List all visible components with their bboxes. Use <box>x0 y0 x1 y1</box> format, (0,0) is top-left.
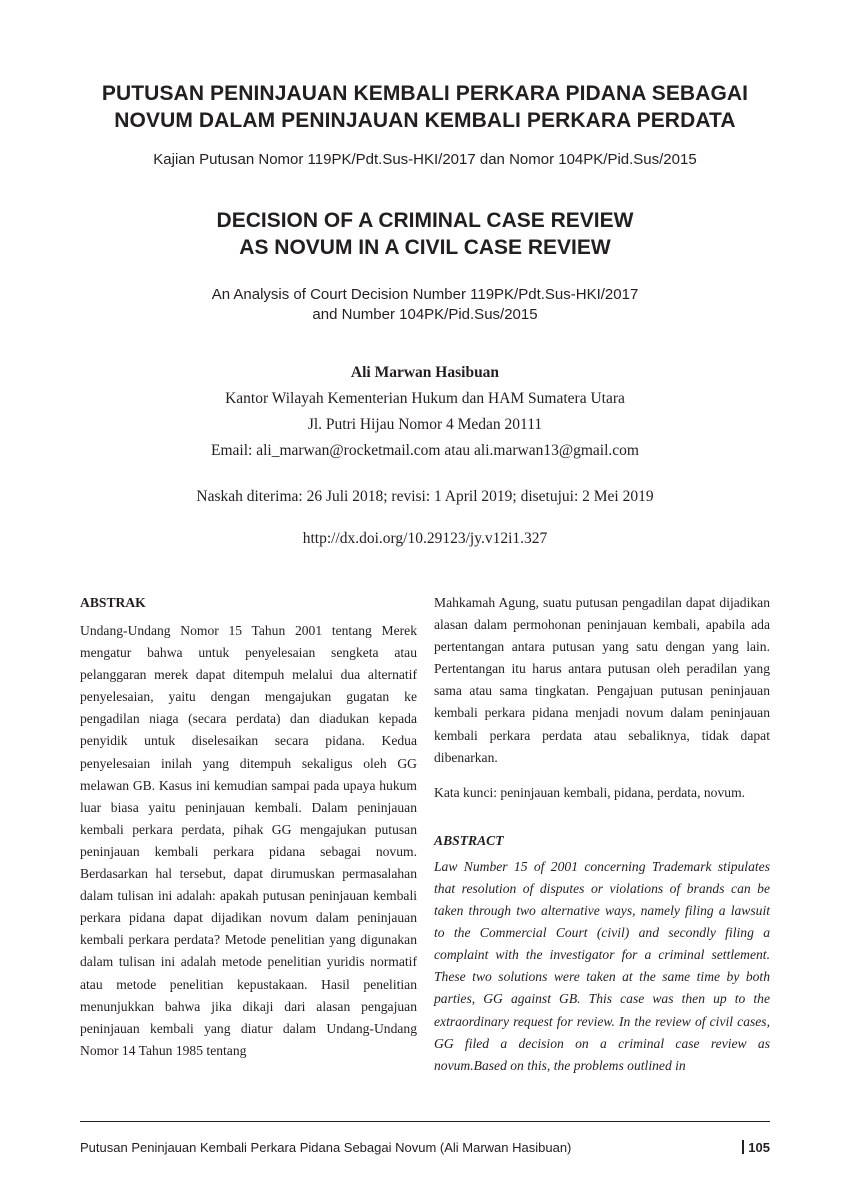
author-name: Ali Marwan Hasibuan <box>350 364 500 381</box>
paper-title-indonesian <box>60 80 790 134</box>
title-en-line-1: DECISION OF A CRIMINAL CASE REVIEW <box>216 209 634 232</box>
doi-link[interactable]: http://dx.doi.org/10.29123/jy.v12i1.327 <box>302 530 548 547</box>
title-id-line-2: NOVUM DALAM PENINJAUAN KEMBALI PERKARA PERDATA <box>114 109 736 132</box>
page-number: 105 <box>748 1140 770 1155</box>
paper-subtitle-indonesian: Kajian Putusan Nomor 119PK/Pdt.Sus-HKI/2017 dan Nomor 104PK/Pid.Sus/2015 <box>153 151 697 168</box>
author-email: Email: ali_marwan@rocketmail.com atau ali.marwan13@gmail.com <box>211 442 639 459</box>
keywords: Kata kunci: peninjauan kembali, pidana, perdata, novum. <box>434 784 746 800</box>
author-affiliation: Kantor Wilayah Kementerian Hukum dan HAM Sumatera Utara <box>225 390 625 407</box>
footer-page-number <box>742 1139 770 1157</box>
abstrak-text-left: Undang-Undang Nomor 15 Tahun 2001 tentang Merek mengatur bahwa untuk penyelesaian sengketa atau pelanggaran merek dapat ditempuh melalui dua alternatif penyelesaian, yaitu dengan mengajukan gugatan ke pengadilan niaga (secara perdata) dan diadukan kepada penyidik untuk diselesaikan secara pidana. Kedua penyelesaian inilah yang ditempuh sekaligus oleh GG melawan GB. Kasus ini kemudian sampai pada upaya hukum luar biasa yaitu peninjauan kembali. Dalam peninjauan kembali perkara perdata, pihak GG mengajukan putusan peninjauan kembali perkara pidana sebagai novum. Berdasarkan hal tersebut, dapat dirumuskan permasalahan dalam tulisan ini adalah: apakah putusan peninjauan kembali perkara pidana dapat dijadikan novum dalam peninjauan kembali perkara perdata? Metode penelitian yang digunakan dalam tulisan ini adalah metode penelitian yuridis normatif atau metode penelitian kepustakaan. Hasil penelitian menunjukkan bahwa jika dikaji dari alasan pengajuan peninjauan kembali yang diatur dalam Undang-Undang Nomor 14 Tahun 1985 tentang <box>80 623 417 1058</box>
subtitle-en-line-2: and Number 104PK/Pid.Sus/2015 <box>312 306 538 323</box>
footer-running-title: Putusan Peninjauan Kembali Perkara Pidana Sebagai Novum (Ali Marwan Hasibuan) <box>80 1140 572 1155</box>
title-en-line-2: AS NOVUM IN A CIVIL CASE REVIEW <box>239 236 611 259</box>
paper-title-english <box>60 207 790 261</box>
footer-divider <box>80 1121 770 1122</box>
submission-dates: Naskah diterima: 26 Juli 2018; revisi: 1 April 2019; disetujui: 2 Mei 2019 <box>196 488 654 505</box>
left-column <box>80 594 417 1062</box>
title-id-line-1: PUTUSAN PENINJAUAN KEMBALI PERKARA PIDANA SEBAGAI <box>101 82 749 105</box>
page-number-bar <box>742 1140 744 1154</box>
subtitle-en-line-1: An Analysis of Court Decision Number 119PK/Pdt.Sus-HKI/2017 <box>211 286 639 303</box>
abstrak-text-right: Mahkamah Agung, suatu putusan pengadilan dapat dijadikan alasan dalam permohonan peninjauan kembali, apabila ada pertentangan antara putusan yang satu dengan yang lain. Pertentangan itu harus antara putusan oleh peradilan yang sama atau sama tingkatan. Pengajuan putusan peninjauan kembali perkara pidana menjadi novum dalam peninjauan kembali perkara perdata atau sebaliknya, tidak dapat dibenarkan. <box>434 595 770 765</box>
abstrak-heading: ABSTRAK <box>80 595 146 610</box>
author-block <box>60 360 790 464</box>
right-column <box>434 592 770 1077</box>
paper-subtitle-english <box>60 285 790 325</box>
abstract-heading: ABSTRACT <box>434 832 504 848</box>
abstract-text: Law Number 15 of 2001 concerning Trademark stipulates that resolution of disputes or violations of brands can be taken through two alternative ways, namely filing a lawsuit to the Commercial Court (civil) and secondly filing a complaint with the investigator for a criminal settlement. These two solutions were taken at the same time by both parties, GG against GB. This case was then up to the extraordinary request for review. In the review of civil cases, GG filed a decision on a criminal case review as novum.Based on this, the problems outlined in <box>434 858 770 1073</box>
author-address: Jl. Putri Hijau Nomor 4 Medan 20111 <box>307 416 543 433</box>
